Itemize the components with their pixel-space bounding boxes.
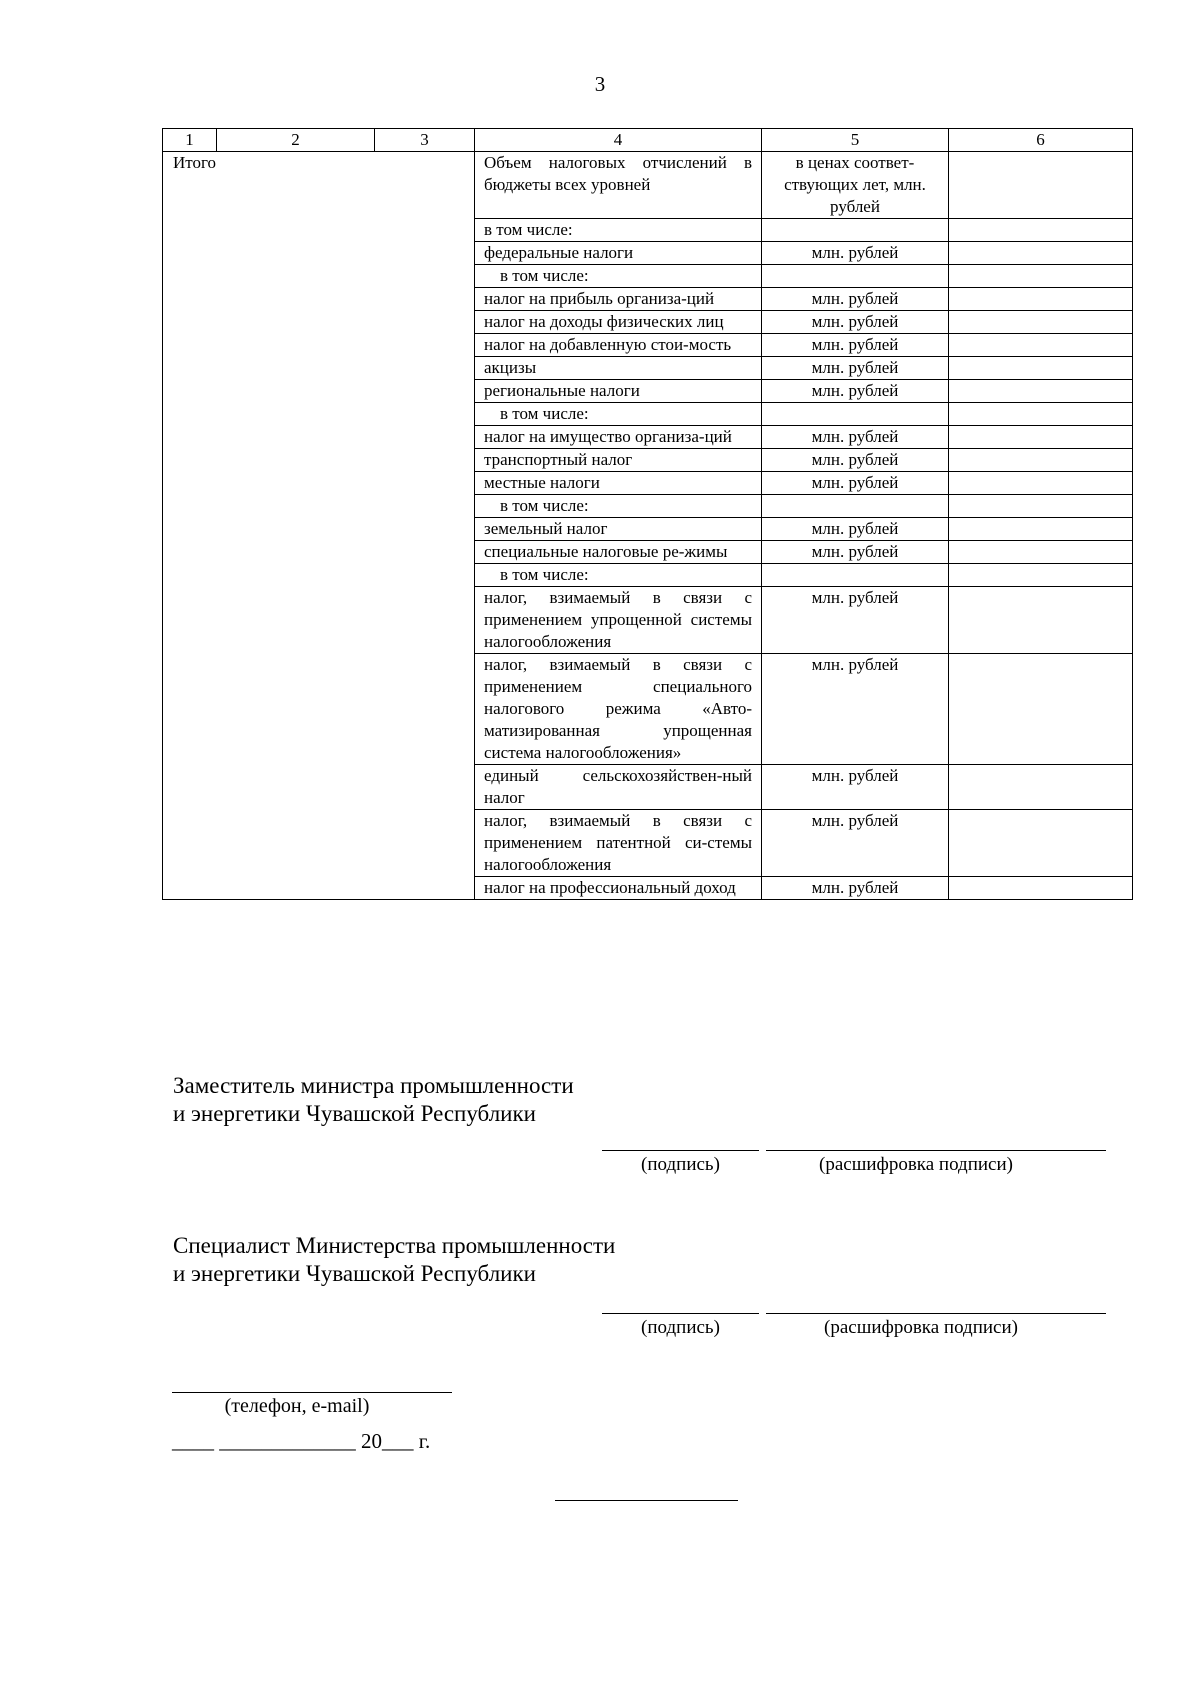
table-row: [163, 152, 1133, 219]
unit-cell: [762, 265, 949, 288]
date-line: ____ _____________ 20___ г.: [172, 1429, 431, 1453]
signer-title-2: [173, 1232, 615, 1288]
signer-title-line: и энергетики Чувашской Республики: [173, 1101, 536, 1126]
value-cell: [949, 334, 1133, 357]
signature-decode-line: [766, 1313, 1106, 1314]
unit-cell: млн. рублей: [762, 877, 949, 900]
indicator-name: акцизы: [475, 357, 762, 380]
value-cell: [949, 765, 1133, 810]
column-header: 6: [949, 129, 1133, 152]
indicator-name: налог на прибыль организа-ций: [475, 288, 762, 311]
value-cell: [949, 564, 1133, 587]
indicator-name: налог на имущество организа-ций: [475, 426, 762, 449]
value-cell: [949, 541, 1133, 564]
indicator-name: единый сельскохозяйствен-ный налог: [475, 765, 762, 810]
value-cell: [949, 449, 1133, 472]
indicator-name: налог на доходы физических лиц: [475, 311, 762, 334]
indicator-name: налог на профессиональный доход: [475, 877, 762, 900]
value-cell: [949, 426, 1133, 449]
indicator-name: налог, взимаемый в связи с применением упрощенной системы налогообложения: [475, 587, 762, 654]
signer-title-line: и энергетики Чувашской Республики: [173, 1261, 536, 1286]
unit-cell: млн. рублей: [762, 334, 949, 357]
value-cell: [949, 495, 1133, 518]
value-cell: [949, 877, 1133, 900]
value-cell: [949, 242, 1133, 265]
indicator-name: налог, взимаемый в связи с применением специального налогового режима «Авто-матизированная упрощенная система налогообложения»: [475, 654, 762, 765]
unit-cell: млн. рублей: [762, 311, 949, 334]
value-cell: [949, 357, 1133, 380]
signature-line: [602, 1313, 759, 1314]
value-cell: [949, 219, 1133, 242]
column-header: 1: [163, 129, 217, 152]
indicator-name: местные налоги: [475, 472, 762, 495]
value-cell: [949, 265, 1133, 288]
value-cell: [949, 654, 1133, 765]
unit-cell: [762, 564, 949, 587]
signer-title-line: Заместитель министра промышленности: [173, 1073, 574, 1098]
unit-cell: млн. рублей: [762, 654, 949, 765]
column-header: 3: [375, 129, 475, 152]
indicator-name: Объем налоговых отчислений в бюджеты всех уровней: [475, 152, 762, 219]
signature-caption: (подпись): [641, 1317, 720, 1338]
contact-caption: (телефон, e-mail): [224, 1395, 370, 1417]
indicator-name: специальные налоговые ре-жимы: [475, 541, 762, 564]
unit-cell: млн. рублей: [762, 449, 949, 472]
unit-cell: млн. рублей: [762, 587, 949, 654]
value-cell: [949, 380, 1133, 403]
signature-decode-caption: (расшифровка подписи): [819, 1154, 1013, 1175]
total-label: Итого: [163, 152, 475, 900]
signature-decode-caption: (расшифровка подписи): [824, 1317, 1018, 1338]
indicator-name: в том числе:: [475, 495, 762, 518]
column-header: 4: [475, 129, 762, 152]
unit-cell: [762, 495, 949, 518]
signer-title-line: Специалист Министерства промышленности: [173, 1233, 616, 1258]
signature-caption: (подпись): [641, 1154, 720, 1175]
signature-line: [602, 1150, 759, 1151]
value-cell: [949, 311, 1133, 334]
table-header-row: [163, 129, 1133, 152]
unit-cell: млн. рублей: [762, 765, 949, 810]
indicator-name: налог, взимаемый в связи с применением патентной си-стемы налогообложения: [475, 810, 762, 877]
tax-table: [162, 128, 1133, 900]
value-cell: [949, 472, 1133, 495]
unit-cell: [762, 219, 949, 242]
value-cell: [949, 152, 1133, 219]
indicator-name: в том числе:: [475, 265, 762, 288]
value-cell: [949, 810, 1133, 877]
page-number: 3: [594, 72, 606, 96]
signer-title-1: [173, 1072, 574, 1128]
unit-cell: млн. рублей: [762, 426, 949, 449]
indicator-name: налог на добавленную стои-мость: [475, 334, 762, 357]
indicator-name: в том числе:: [475, 219, 762, 242]
unit-cell: млн. рублей: [762, 518, 949, 541]
unit-cell: млн. рублей: [762, 242, 949, 265]
value-cell: [949, 288, 1133, 311]
unit-cell: млн. рублей: [762, 810, 949, 877]
indicator-name: в том числе:: [475, 564, 762, 587]
column-header: 2: [217, 129, 375, 152]
signature-decode-line: [766, 1150, 1106, 1151]
unit-cell: в ценах соответ-ствующих лет, млн. рублей: [762, 152, 949, 219]
column-header: 5: [762, 129, 949, 152]
unit-cell: млн. рублей: [762, 357, 949, 380]
unit-cell: млн. рублей: [762, 380, 949, 403]
indicator-name: региональные налоги: [475, 380, 762, 403]
indicator-name: федеральные налоги: [475, 242, 762, 265]
indicator-name: земельный налог: [475, 518, 762, 541]
value-cell: [949, 403, 1133, 426]
unit-cell: млн. рублей: [762, 288, 949, 311]
indicator-name: транспортный налог: [475, 449, 762, 472]
value-cell: [949, 587, 1133, 654]
unit-cell: млн. рублей: [762, 541, 949, 564]
contact-line: [172, 1392, 452, 1393]
unit-cell: [762, 403, 949, 426]
value-cell: [949, 518, 1133, 541]
indicator-name: в том числе:: [475, 403, 762, 426]
unit-cell: млн. рублей: [762, 472, 949, 495]
end-divider: [555, 1500, 738, 1501]
